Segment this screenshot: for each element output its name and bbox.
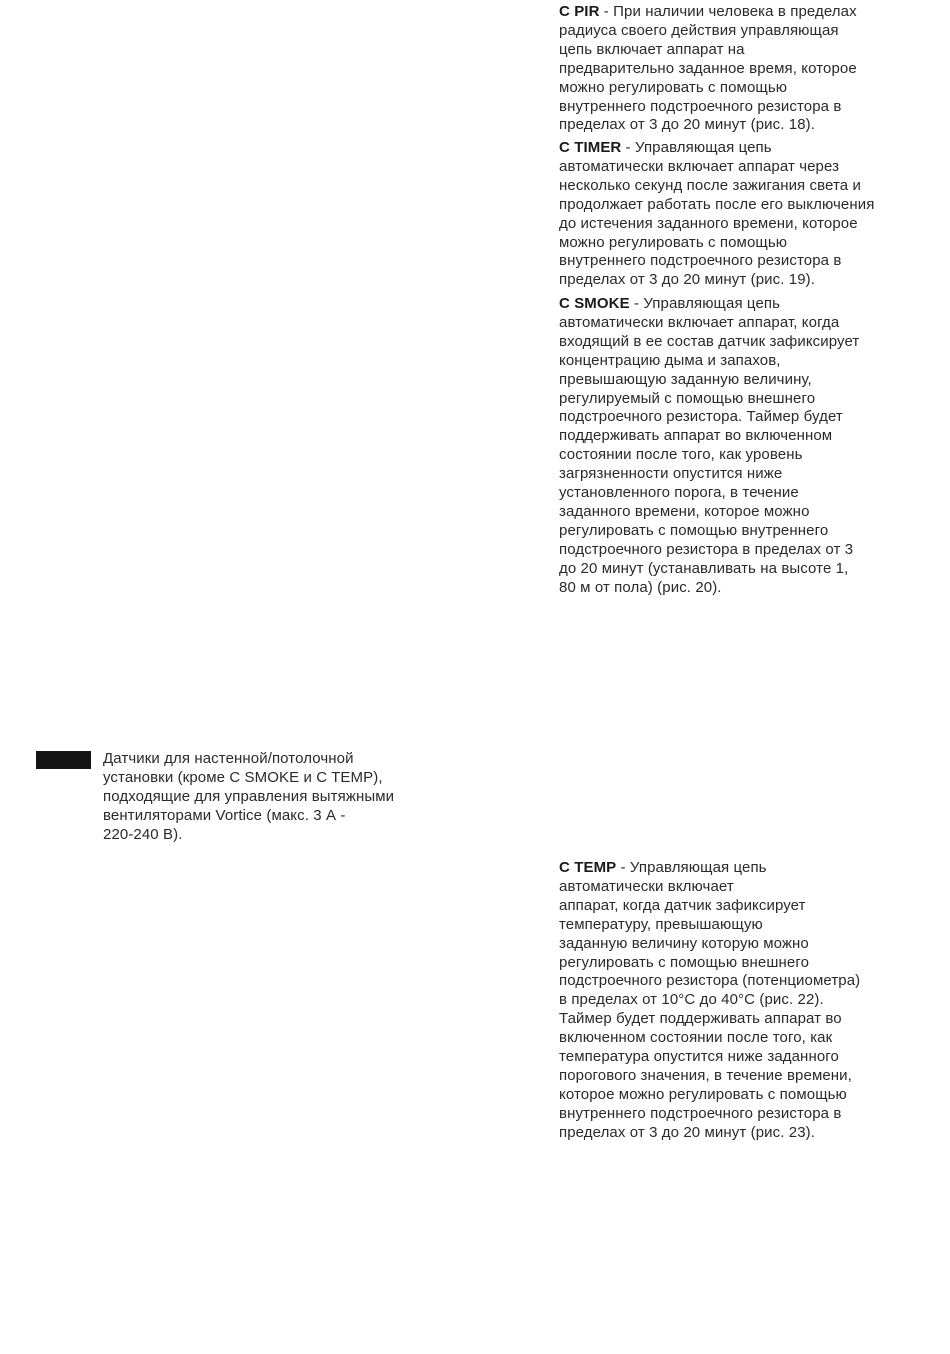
- pir-description: [559, 3, 857, 135]
- timer-line-6: можно регулировать с помощью: [559, 233, 788, 251]
- pir-line-3: цепь включает аппарат на: [559, 40, 745, 58]
- timer-line-8: пределах от 3 до 20 минут (рис. 19).: [559, 271, 816, 289]
- timer-term: C TIMER: [559, 139, 622, 156]
- temp-line-8: в пределах от 10°С до 40°С (рис. 22).: [559, 991, 824, 1009]
- pir-line-2: радиуса своего действия управляющая: [559, 21, 839, 39]
- timer-line-1: C TIMER - Управляющая цепь: [559, 139, 772, 156]
- temp-line-1: C TEMP - Управляющая цепь: [559, 859, 767, 876]
- smoke-line-3: входящий в ее состав датчик зафиксирует: [559, 332, 860, 350]
- temp-line-11: температура опустится ниже заданного: [559, 1048, 839, 1066]
- temp-line-9: Таймер будет поддерживать аппарат во: [559, 1010, 842, 1028]
- temp-line-13: которое можно регулировать с помощью: [559, 1085, 847, 1103]
- pir-line-7: пределах от 3 до 20 минут (рис. 18).: [559, 116, 816, 134]
- smoke-line-12: заданного времени, которое можно: [559, 502, 810, 520]
- pir-line-1: C PIR - При наличии человека в пределах: [559, 3, 857, 20]
- side-note-line-3: подходящие для управления вытяжными: [103, 787, 395, 805]
- temp-line-5: заданную величину которую можно: [559, 934, 809, 952]
- smoke-line-6: регулируемый с помощью внешнего: [559, 389, 816, 407]
- smoke-line-4: концентрацию дыма и запахов,: [559, 351, 781, 369]
- timer-line-2: автоматически включает аппарат через: [559, 157, 840, 175]
- smoke-line-1: C SMOKE - Управляющая цепь: [559, 295, 781, 312]
- smoke-line-5: превышающую заданную величину,: [559, 370, 812, 388]
- side-note-line-2: установки (кроме C SMOKE и C TEMP),: [103, 768, 383, 786]
- temp-line-12: порогового значения, в течение времени,: [559, 1066, 852, 1084]
- temp-line-3: аппарат, когда датчик зафиксирует: [559, 896, 806, 914]
- smoke-line-9: состоянии после того, как уровень: [559, 446, 803, 464]
- timer-description: [559, 139, 874, 290]
- temp-line-10: включенном состоянии после того, как: [559, 1029, 833, 1047]
- side-note-line-4: вентиляторами Vortice (макс. 3 А -: [103, 806, 346, 824]
- temp-line-14: внутреннего подстроечного резистора в: [559, 1104, 842, 1122]
- sensors-side-note: [103, 750, 394, 845]
- smoke-line-7: подстроечного резистора. Таймер будет: [559, 408, 843, 426]
- smoke-line-15: до 20 минут (устанавливать на высоте 1,: [559, 559, 849, 577]
- pir-line-4: предварительно заданное время, которое: [559, 59, 857, 77]
- pir-term: C PIR: [559, 3, 600, 20]
- temp-line-15: пределах от 3 до 20 минут (рис. 23).: [559, 1123, 816, 1141]
- temp-term: C TEMP: [559, 859, 617, 876]
- pir-line-5: можно регулировать с помощью: [559, 78, 788, 96]
- temp-line-6: регулировать с помощью внешнего: [559, 953, 810, 971]
- smoke-line-8: поддерживать аппарат во включенном: [559, 427, 833, 445]
- smoke-line-11: установленного порога, в течение: [559, 484, 799, 502]
- temp-line-4: температуру, превышающую: [559, 915, 763, 933]
- timer-line-5: до истечения заданного времени, которое: [559, 214, 858, 232]
- timer-line-4: продолжает работать после его выключения: [559, 195, 875, 213]
- temp-line-2: автоматически включает: [559, 877, 734, 895]
- smoke-line-10: загрязненности опустится ниже: [559, 465, 783, 483]
- smoke-line-2: автоматически включает аппарат, когда: [559, 313, 840, 331]
- timer-line-3: несколько секунд после зажигания света и: [559, 176, 861, 194]
- section-marker-bar: [36, 751, 91, 769]
- temp-description: [559, 859, 860, 1143]
- smoke-line-13: регулировать с помощью внутреннего: [559, 521, 829, 539]
- smoke-line-16: 80 м от пола) (рис. 20).: [559, 578, 722, 596]
- side-note-line-5: 220-240 В).: [103, 825, 183, 843]
- temp-line-7: подстроечного резистора (потенциометра): [559, 972, 861, 990]
- timer-line-7: внутреннего подстроечного резистора в: [559, 252, 842, 270]
- smoke-line-14: подстроечного резистора в пределах от 3: [559, 540, 854, 558]
- smoke-description: [559, 295, 859, 598]
- side-note-line-1: Датчики для настенной/потолочной: [103, 750, 354, 767]
- pir-line-6: внутреннего подстроечного резистора в: [559, 97, 842, 115]
- smoke-term: C SMOKE: [559, 295, 630, 312]
